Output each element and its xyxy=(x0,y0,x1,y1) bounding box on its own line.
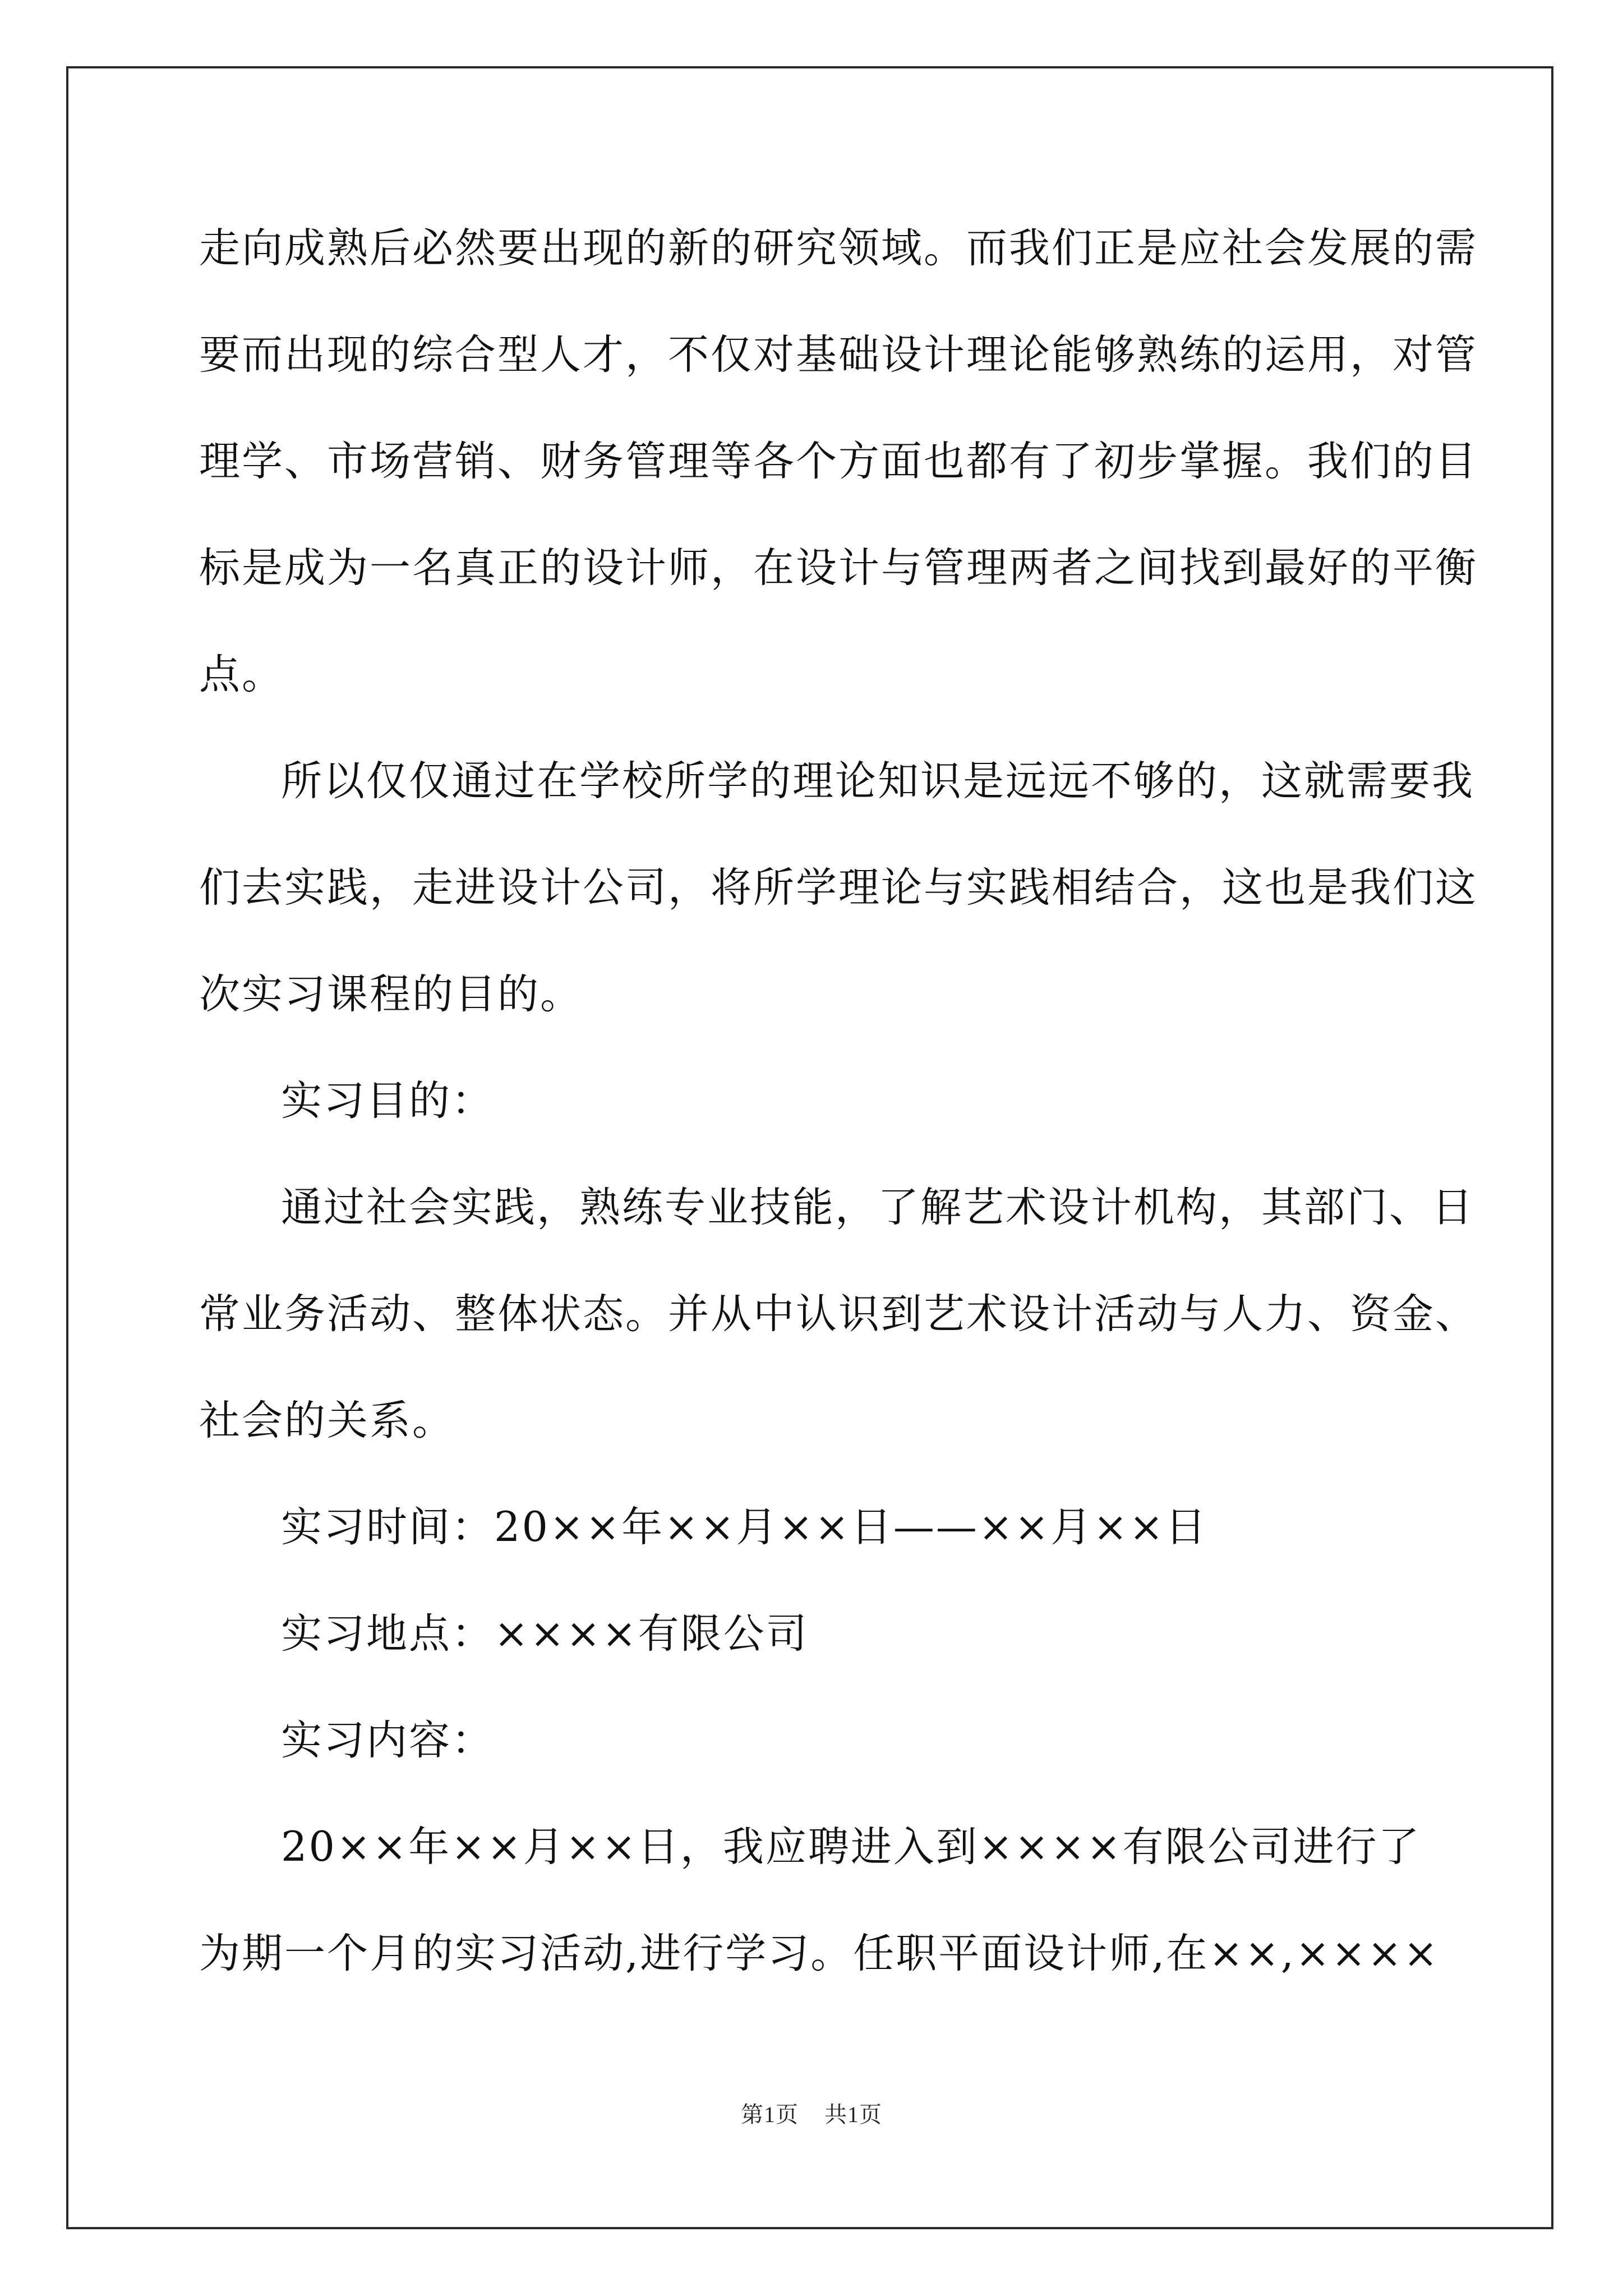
paragraph-2 xyxy=(199,728,1478,1048)
paragraph-content xyxy=(199,1794,1440,2007)
text-line: 为期一个月的实习活动,进行学习。任职平面设计师,在××,×××× xyxy=(199,1930,1440,1977)
text-line: 走向成熟后必然要出现的新的研究领域。而我们正是应社会发展的需 xyxy=(199,224,1478,272)
text-line: 所以仅仅通过在学校所学的理论知识是远远不够的，这就需要我 xyxy=(281,757,1474,805)
page-footer xyxy=(0,2097,1623,2129)
text-line: 次实习课程的目的。 xyxy=(199,970,583,1018)
document-body xyxy=(199,195,1478,2007)
page-number: 第1页 xyxy=(741,2102,799,2127)
text-line: 们去实践，走进设计公司，将所学理论与实践相结合，这也是我们这 xyxy=(199,864,1478,912)
text-line: 常业务活动、整体状态。并从中认识到艺术设计活动与人力、资金、 xyxy=(199,1290,1478,1338)
text-line: 实习地点：××××有限公司 xyxy=(281,1610,809,1658)
paragraph-1 xyxy=(199,195,1478,728)
text-line: 社会的关系。 xyxy=(199,1397,455,1444)
text-line: 点。 xyxy=(199,651,284,698)
paragraph-purpose xyxy=(199,1154,1478,1474)
text-line: 实习内容： xyxy=(281,1717,494,1764)
page-total: 共1页 xyxy=(824,2102,882,2127)
text-line: 实习目的： xyxy=(281,1077,494,1125)
paragraph-purpose-heading xyxy=(199,1048,1433,1154)
text-line: 通过社会实践，熟练专业技能，了解艺术设计机构，其部门、日 xyxy=(281,1184,1474,1231)
text-line: 实习时间：20××年××月××日——××月××日 xyxy=(281,1503,1208,1551)
paragraph-content-heading xyxy=(199,1687,1433,1794)
paragraph-location xyxy=(199,1581,1433,1687)
text-line: 标是成为一名真正的设计师，在设计与管理两者之间找到最好的平衡 xyxy=(199,544,1478,592)
paragraph-time xyxy=(199,1474,1433,1581)
text-line: 要而出现的综合型人才，不仅对基础设计理论能够熟练的运用，对管 xyxy=(199,331,1478,379)
text-line: 20××年××月××日，我应聘进入到××××有限公司进行了 xyxy=(281,1823,1421,1871)
text-line: 理学、市场营销、财务管理等各个方面也都有了初步掌握。我们的目 xyxy=(199,438,1478,485)
